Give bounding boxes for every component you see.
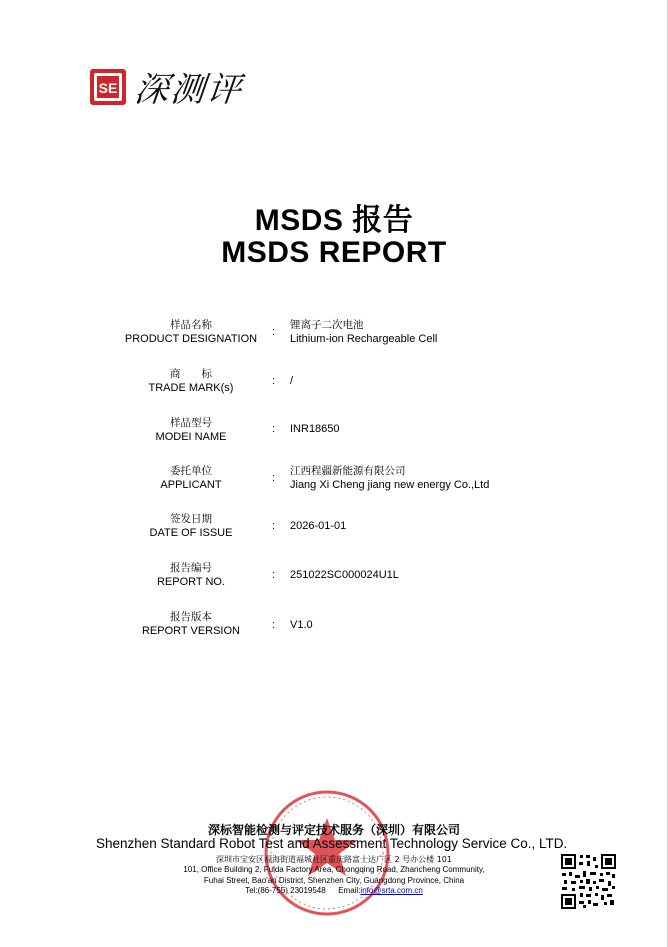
field-label-en: REPORT NO. [156, 576, 226, 588]
field-value-en: INR18650 [290, 423, 340, 435]
logo-mark-icon [89, 68, 127, 106]
field-colon: : [272, 569, 276, 581]
field-row-trademark [0, 367, 668, 407]
logo-text: 深测评 [132, 70, 245, 110]
field-value-en: 2026-01-01 [290, 520, 347, 532]
field-value-en: 251022SC000024U1L [290, 569, 399, 581]
field-colon: : [272, 520, 276, 532]
field-row-report-no [0, 561, 668, 601]
field-label-en: APPLICANT [160, 479, 222, 491]
field-label-zh: 报告编号 [170, 562, 212, 574]
field-label-en: REPORT VERSION [141, 625, 240, 637]
field-colon: : [272, 472, 276, 484]
field-label-zh: 委托单位 [170, 465, 212, 477]
qr-code-icon[interactable] [560, 853, 617, 910]
field-row-product [0, 318, 668, 358]
field-row-date [0, 512, 668, 552]
field-label-en: PRODUCT DESIGNATION [124, 333, 258, 345]
field-value-zh: 锂离子二次电池 [290, 319, 364, 331]
official-seal-stamp [262, 788, 392, 918]
field-row-model [0, 416, 668, 456]
field-label-zh: 样品名称 [170, 319, 212, 331]
field-row-applicant [0, 464, 668, 504]
field-label-zh: 商 标 [170, 368, 212, 380]
footer-company-en: Shenzhen Standard Robot Test and Assessment Technology Service Co., LTD. [96, 836, 568, 851]
footer-company-zh: 深标智能检测与评定技术服务（深圳）有限公司 [207, 823, 460, 837]
field-label-zh: 报告版本 [170, 611, 212, 623]
field-colon: : [272, 619, 276, 631]
field-row-version [0, 610, 668, 650]
field-value-en: Lithium-ion Rechargeable Cell [290, 333, 438, 345]
field-label-zh: 签发日期 [170, 513, 212, 525]
report-title-zh: MSDS 报告 [254, 204, 414, 237]
field-value-en: V1.0 [290, 619, 313, 631]
footer-address-zh: 深圳市宝安区福海街道福城社区重庆路富士达广区 2 号办公楼 101 [216, 855, 452, 864]
field-value-zh: 江西程疆新能源有限公司 [290, 465, 406, 477]
field-colon: : [272, 326, 276, 338]
report-title-en: MSDS REPORT [221, 236, 447, 269]
field-label-en: DATE OF ISSUE [149, 527, 233, 539]
footer-email-link[interactable]: info@srta.com.cn [360, 886, 423, 895]
company-logo [89, 62, 243, 111]
field-colon: : [272, 375, 276, 387]
footer-email-label: Email: [338, 886, 361, 895]
field-label-en: MODEI NAME [155, 431, 227, 443]
footer-tel: Tel:(86-755) 23019548 [245, 886, 326, 895]
field-label-en: TRADE MARK(s) [148, 382, 234, 394]
field-value-en: Jiang Xi Cheng jiang new energy Co.,Ltd [290, 479, 490, 491]
footer-address-en-1: 101, Office Building 2, Fulda Factory Area, Chongqing Road, Zhancheng Community, [183, 865, 485, 874]
field-label-zh: 样品型号 [170, 417, 212, 429]
footer-address-en-2: Fuhai Street, Bao'an District, Shenzhen City, Guangdong Province, China [203, 876, 465, 885]
field-colon: : [272, 423, 276, 435]
field-value-en: / [290, 375, 294, 387]
svg-text:SE: SE [98, 79, 118, 96]
